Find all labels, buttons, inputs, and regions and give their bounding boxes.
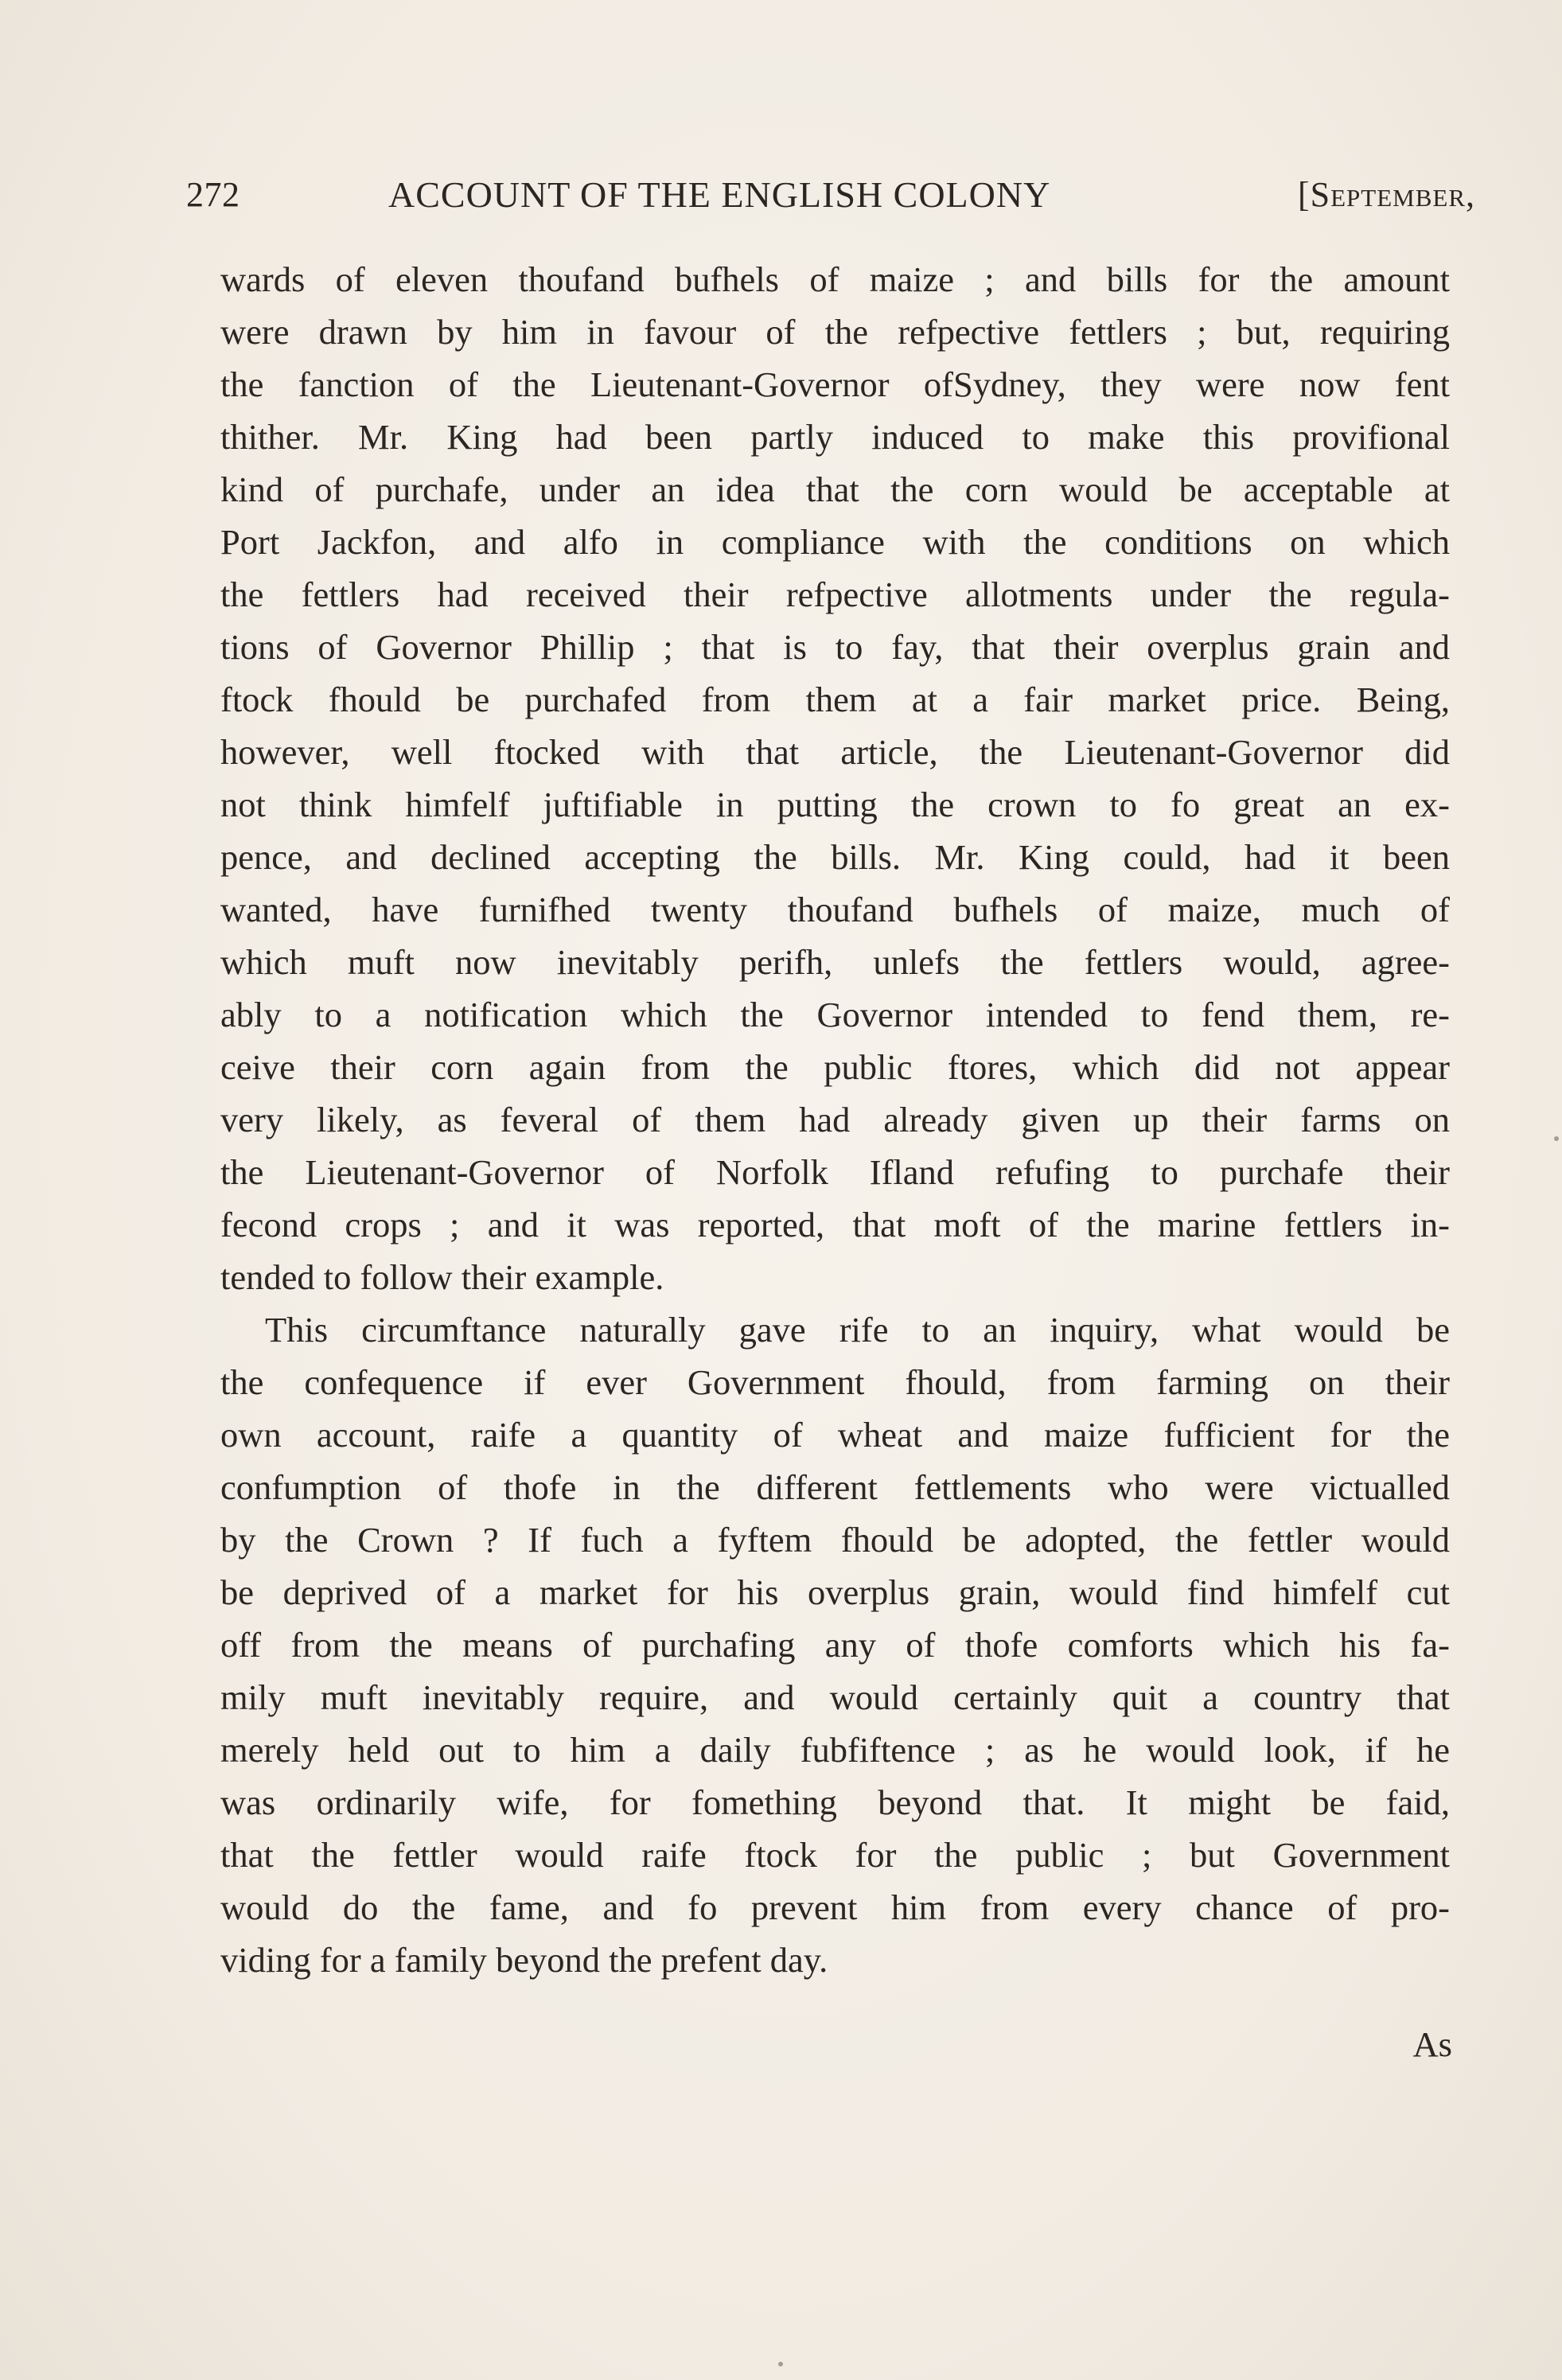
paper-speck [1554,1136,1559,1141]
text-line: the confequence if ever Government fhould, from farming on their [220,1362,1450,1402]
text-line: wanted, have furnifhed twenty thoufand bufhels of maize, much of [220,890,1450,929]
text-line: ably to a notification which the Governor intended to fend them, re- [220,995,1450,1034]
text-line: wards of eleven thoufand bufhels of maize ; and bills for the amount [220,259,1450,299]
body-text [220,253,1450,1986]
text-line: was ordinarily wife, for fomething beyond that. It might be faid, [220,1782,1450,1822]
text-line: which muft now inevitably perifh, unlefs the fettlers would, agree- [220,942,1450,982]
text-line: be deprived of a market for his overplus grain, would find himfelf cut [220,1572,1450,1612]
text-line: This circumftance naturally gave rife to an inquiry, what would be [265,1310,1450,1350]
text-line: not think himfelf juftifiable in putting the crown to fo great an ex- [220,785,1450,824]
page-number: 272 [186,175,240,214]
text-line: own account, raife a quantity of wheat and maize fufficient for the [220,1415,1450,1455]
text-line: however, well ftocked with that article, the Lieutenant-Governor did [220,732,1450,772]
text-line: thither. Mr. King had been partly induced to make this provifional [220,417,1450,457]
text-line: Port Jackfon, and alfo in compliance with the conditions on which [220,522,1450,562]
text-line: were drawn by him in favour of the refpective fettlers ; but, requiring [220,312,1450,352]
running-date: [September, [1297,175,1475,214]
text-line: ftock fhould be purchafed from them at a fair market price. Being, [220,680,1450,719]
text-line: tions of Governor Phillip ; that is to fay, that their overplus grain and [220,627,1450,667]
text-line: fecond crops ; and it was reported, that moft of the marine fettlers in- [220,1205,1450,1245]
text-line: very likely, as feveral of them had already given up their farms on [220,1100,1450,1139]
text-line: the Lieutenant-Governor of Norfolk Ifland refufing to purchafe their [220,1152,1450,1192]
text-line: merely held out to him a daily fubfiftence ; as he would look, if he [220,1730,1450,1770]
text-line: off from the means of purchafing any of thofe comforts which his fa- [220,1625,1450,1665]
text-line: would do the fame, and fo prevent him from every chance of pro- [220,1887,1450,1927]
text-line: kind of purchafe, under an idea that the corn would be acceptable at [220,469,1450,509]
text-line: by the Crown ? If fuch a fyftem fhould be adopted, the fettler would [220,1520,1450,1560]
text-line: mily muft inevitably require, and would certainly quit a country that [220,1677,1450,1717]
text-line: ceive their corn again from the public ftores, which did not appear [220,1047,1450,1087]
text-line: viding for a family beyond the prefent day. [220,1940,828,1980]
text-line: pence, and declined accepting the bills. Mr. King could, had it been [220,837,1450,877]
text-line: the fettlers had received their refpective allotments under the regula- [220,575,1450,614]
text-line: confumption of thofe in the different fettlements who were victualled [220,1467,1450,1507]
paper-speck [778,2362,783,2366]
catchword: As [1412,2024,1452,2064]
running-title: ACCOUNT OF THE ENGLISH COLONY [388,174,1051,215]
text-line: tended to follow their example. [220,1257,664,1297]
text-line: that the fettler would raife ftock for the public ; but Government [220,1835,1450,1875]
running-head [186,171,1475,219]
text-line: the fanction of the Lieutenant-Governor ofSydney, they were now fent [220,364,1450,404]
